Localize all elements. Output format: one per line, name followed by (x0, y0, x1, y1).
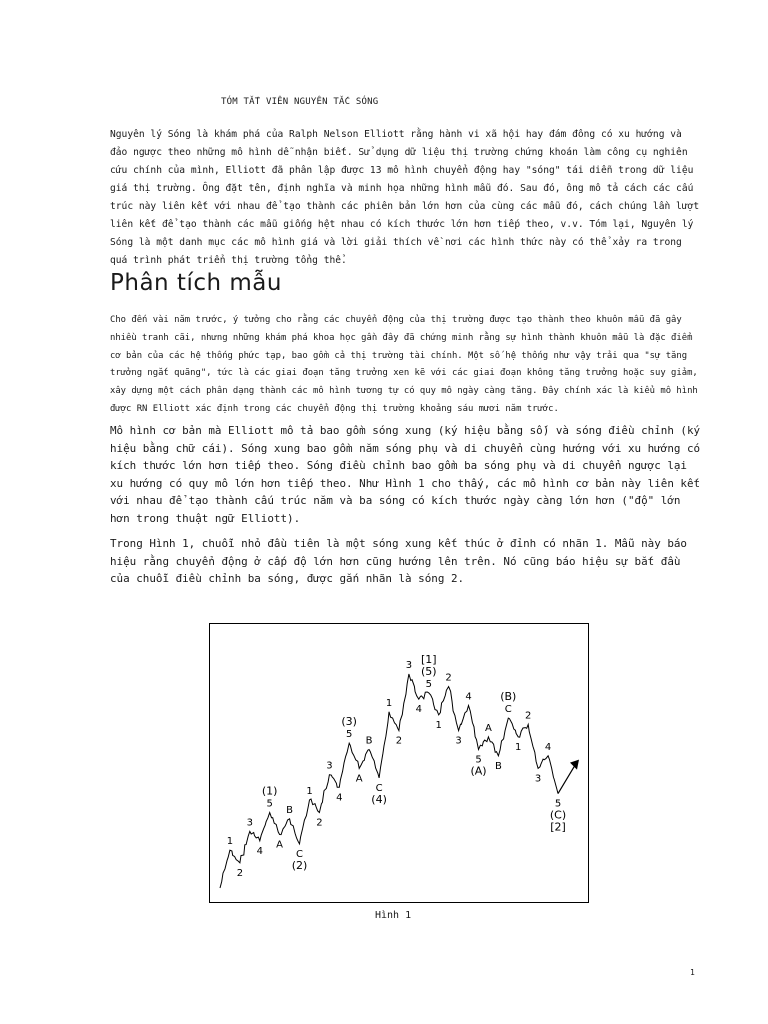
trend-arrow-line (558, 764, 576, 794)
document-title: TÓM TẮT VIÊN NGUYÊN TẮC SÓNG (221, 97, 379, 107)
wave-label: 2 (236, 867, 244, 879)
basic-pattern-paragraph: Mô hình cơ bản mà Elliott mô tả bao gồm sóng xung (ký hiệu bằng số) và sóng điều chỉnh (ký hiệu bằng chữ cái). Sóng xung bao gồm năm sóng phụ và di chuyển cùng hướng với xu hướng có kích thước lớn hơn tiếp theo. Sóng điều chỉnh bao gồm ba sóng phụ và di chuyển ngược lại xu hướng có quy mô lớn hơn tiếp theo. Như Hình 1 cho thấy, các mô hình cơ bản này liên kết với nhau để tạo thành cấu trúc năm và ba sóng có kích thước ngày càng lớn hơn ("độ" lớn hơn trong thuật ngữ Elliott). (110, 424, 701, 525)
wave-label: 4 (336, 792, 343, 804)
wave-label: 5 (266, 798, 273, 810)
wave-label: (5) (421, 664, 437, 678)
wave-label: 5 (346, 729, 353, 741)
wave-label: (B) (500, 690, 517, 704)
wave-label: B (494, 760, 502, 772)
wave-label: 1 (226, 836, 234, 848)
wave-label: 4 (415, 704, 422, 716)
wave-label: 3 (534, 773, 542, 785)
wave-label: 4 (256, 845, 263, 857)
wave-label: A (484, 722, 492, 734)
wave-label: 2 (316, 817, 323, 829)
wave-label: A (276, 839, 284, 851)
wave-label: (2) (291, 858, 308, 872)
wave-label: C (504, 704, 512, 716)
wave-label: 5 (475, 754, 482, 766)
wave-label: [1] (421, 652, 437, 666)
wave-label: 3 (455, 735, 462, 747)
elliott-wave-figure (209, 623, 589, 903)
wave-label: C (375, 782, 383, 794)
section-heading: Phân tích mẫu (110, 270, 282, 296)
wave-label: [2] (550, 820, 566, 834)
wave-label: 3 (405, 660, 413, 671)
wave-label: 2 (525, 710, 532, 722)
wave-label: C (296, 848, 303, 860)
wave-label: 2 (395, 735, 403, 747)
elliott-wave-chart (210, 624, 588, 902)
wave-label: (1) (261, 784, 278, 798)
wave-label: 2 (445, 672, 452, 684)
wave-label: 1 (385, 697, 393, 709)
wave-label: 1 (306, 785, 313, 797)
wave-label: 1 (515, 741, 522, 753)
wave-label: A (355, 773, 363, 785)
wave-label: B (286, 804, 294, 816)
wave-label: (4) (371, 792, 387, 806)
wave-label: (C) (549, 808, 567, 822)
wave-label: 4 (544, 741, 552, 753)
wave-label: 5 (425, 678, 432, 690)
wave-label: 4 (465, 691, 472, 703)
wave-label: 1 (435, 719, 442, 731)
wave-label: 3 (246, 817, 253, 829)
figure-caption: Hình 1 (375, 910, 412, 921)
intro-paragraph: Nguyên lý Sóng là khám phá của Ralph Nelson Elliott rằng hành vi xã hội hay đám đông có xu hướng và đảo ngược theo những mô hình dễ nhận biết. Sử dụng dữ liệu thị trường chứng khoán làm công cụ nghiên cứu chính của mình, Elliott đã phân lập được 13 mô hình chuyển động hay "sóng" tái diễn trong dữ liệu giá thị trường. Ông đặt tên, định nghĩa và minh họa những hình mẫu đó. Sau đó, ông mô tả cách các cấu trúc này liên kết với nhau để tạo thành các phiên bản lớn hơn của cùng các mẫu đó, cách chúng lần lượt liên kết để tạo thành các mẫu giống hệt nhau có kích thước lớn hơn tiếp theo, v.v. Tóm lại, Nguyên lý Sóng là một danh mục các mô hình giá và lời giải thích về nơi các hình thức này có thể xảy ra trong quá trình phát triển thị trường tổng thể. (110, 129, 700, 266)
pattern-analysis-paragraph: Cho đến vài năm trước, ý tưởng cho rằng các chuyển động của thị trường được tạo thành theo khuôn mẫu đã gây nhiều tranh cãi, nhưng những khám phá khoa học gần đây đã chứng minh rằng sự hình thành khuôn mẫu là đặc điểm cơ bản của các hệ thống phức tạp, bao gồm cả thị trường tài chính. Một số hệ thống như vậy trải qua "sự tăng trưởng ngắt quãng", tức là các giai đoạn tăng trưởng xen kẽ với các giai đoạn không tăng trưởng hoặc suy giảm, xây dựng một cách phân dạng thành các mô hình tương tự có quy mô ngày càng tăng. Đây chính xác là kiểu mô hình được RN Elliott xác định trong các chuyển động thị trường khoảng sáu mươi năm trước. (110, 315, 698, 414)
wave-label: (3) (341, 715, 357, 729)
wave-label: 3 (326, 760, 333, 772)
wave-label: 5 (554, 798, 562, 810)
wave-label: B (365, 735, 373, 747)
figure-explanation-paragraph: Trong Hình 1, chuỗi nhỏ đầu tiên là một sóng xung kết thúc ở đỉnh có nhãn 1. Mẫu này báo hiệu rằng chuyển động ở cấp độ lớn hơn cũng hướng lên trên. Nó cũng báo hiệu sự bắt đầu của chuỗi điều chỉnh ba sóng, được gắn nhãn là sóng 2. (110, 537, 687, 586)
page-number: 1 (690, 968, 695, 977)
trend-arrow-head (570, 760, 579, 770)
wave-label: (A) (470, 764, 487, 778)
